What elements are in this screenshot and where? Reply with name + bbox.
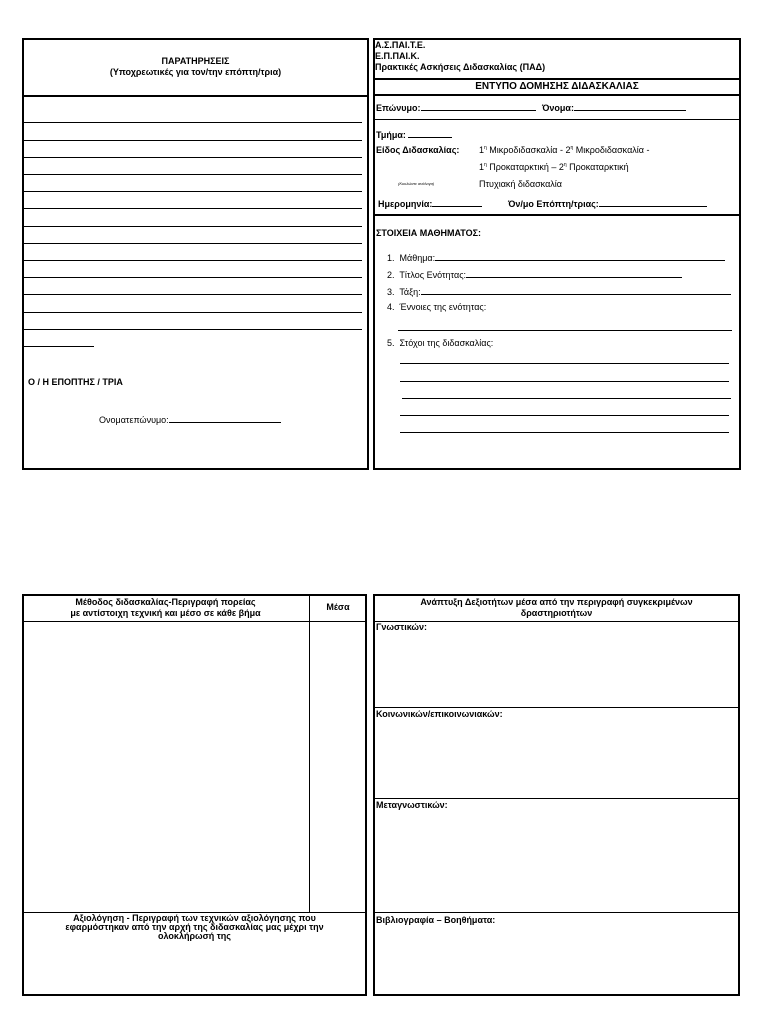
observations-panel: [22, 38, 369, 470]
firstname-field[interactable]: [542, 101, 686, 114]
metacognitive-label: Μεταγνωστικών:: [376, 800, 448, 810]
method-header-line1: Μέθοδος διδασκαλίας-Περιγραφή πορείας: [75, 597, 256, 607]
teaching-type-option2[interactable]: $1^\eta$ Προκαταρκτική – $2^\eta$ Προκαταρκτική: [479, 162, 629, 172]
org-line3: Πρακτικές Ασκήσεις Διδασκαλίας (ΠΑΔ): [375, 62, 546, 72]
org-divider: [373, 78, 741, 80]
evaluation-line1: Αξιολόγηση - Περιγραφή των τεχνικών αξιολόγησης που: [73, 913, 316, 923]
supervisor-heading: Ο / Η ΕΠΟΠΤΗΣ / ΤΡΙΑ: [28, 377, 123, 387]
social-area[interactable]: [375, 721, 738, 797]
firstname-label: Όνομα:: [542, 103, 574, 113]
evaluation-line3: ολοκλήρωσή της: [158, 931, 231, 941]
supervisor-name-label: Ονοματεπώνυμο:: [99, 415, 169, 425]
observations-header-divider: [22, 95, 369, 97]
method-description-area[interactable]: [24, 623, 308, 911]
org-line2: Ε.Π.ΠΑΙ.Κ.: [375, 51, 420, 61]
lesson-section-title: ΣΤΟΙΧΕΙΑ ΜΑΘΗΜΑΤΟΣ:: [376, 228, 481, 238]
skills-header-line2: δραστηριοτήτων: [520, 608, 593, 618]
lesson-item-class[interactable]: 3. Τάξη:: [387, 285, 731, 298]
cognitive-divider: [373, 707, 740, 708]
org-line1: Α.Σ.ΠΑΙ.Τ.Ε.: [375, 40, 426, 50]
teaching-type-option1[interactable]: $1^\eta$ Μικροδιδασκαλία - $2^\eta$ Μικροδιδασκαλία -: [479, 145, 650, 155]
name-divider: [373, 119, 741, 120]
metacognitive-divider: [373, 912, 740, 913]
metacognitive-area[interactable]: [375, 812, 738, 911]
teaching-type-option3[interactable]: Πτυχιακή διδασκαλία: [479, 179, 562, 189]
evaluation-line2: εφαρμόστηκαν από την αρχή της διδασκαλίας μας μέχρι την: [65, 922, 324, 932]
surname-label: Επώνυμο:: [376, 103, 421, 113]
observations-title: ΠΑΡΑΤΗΡΗΣΕΙΣ: [161, 56, 230, 66]
surname-field[interactable]: [376, 101, 536, 114]
lesson-item-subject[interactable]: 1. Μάθημα:: [387, 251, 725, 264]
cognitive-area[interactable]: [375, 634, 738, 706]
supervisor-name-field[interactable]: [99, 413, 281, 426]
skills-header-divider: [373, 621, 740, 622]
skills-header-line1: Ανάπτυξη Δεξιοτήτων μέσα από την περιγραφή συγκεκριμένων: [420, 597, 693, 607]
bibliography-area[interactable]: [375, 927, 738, 994]
circle-note: (Κυκλώστε ανάλογα): [398, 181, 435, 186]
evaluation-area[interactable]: [24, 944, 365, 994]
lesson-item-goals[interactable]: 5. Στόχοι της διδασκαλίας:: [387, 338, 494, 348]
form-title-divider: [373, 94, 741, 96]
department-label: Τμήμα:: [376, 130, 406, 140]
observations-subtitle: (Υποχρεωτικές για τον/την επόπτη/τρια): [109, 67, 282, 77]
department-field[interactable]: [376, 128, 452, 141]
social-divider: [373, 798, 740, 799]
media-area[interactable]: [311, 623, 365, 911]
concepts-line[interactable]: [398, 330, 732, 331]
lesson-item-unit-title[interactable]: 2. Τίτλος Ενότητας:: [387, 268, 682, 281]
form-title: ΕΝΤΥΠΟ ΔΟΜΗΣΗΣ ΔΙΔΑΣΚΑΛΙΑΣ: [475, 81, 639, 92]
teaching-type-label: Είδος Διδασκαλίας:: [376, 145, 460, 155]
date-field[interactable]: [378, 197, 482, 210]
media-header: Μέσα: [326, 602, 350, 612]
bibliography-label: Βιβλιογραφία – Βοηθήματα:: [376, 915, 496, 925]
cognitive-label: Γνωστικών:: [376, 622, 428, 632]
social-label: Κοινωνικών/επικοινωνιακών:: [376, 709, 503, 719]
media-column-divider: [309, 594, 310, 912]
details-divider: [373, 214, 741, 216]
supervisor-name-form-label: Όν/μο Επόπτη/τριας:: [508, 199, 599, 209]
method-header-divider: [22, 621, 367, 622]
method-header-line2: με αντίστοιχη τεχνική και μέσο σε κάθε βήμα: [70, 608, 261, 618]
date-label: Ημερομηνία:: [378, 199, 433, 209]
supervisor-name-form-field[interactable]: [508, 197, 707, 210]
lesson-item-concepts[interactable]: 4. Έννοιες της ενότητας:: [387, 302, 487, 312]
